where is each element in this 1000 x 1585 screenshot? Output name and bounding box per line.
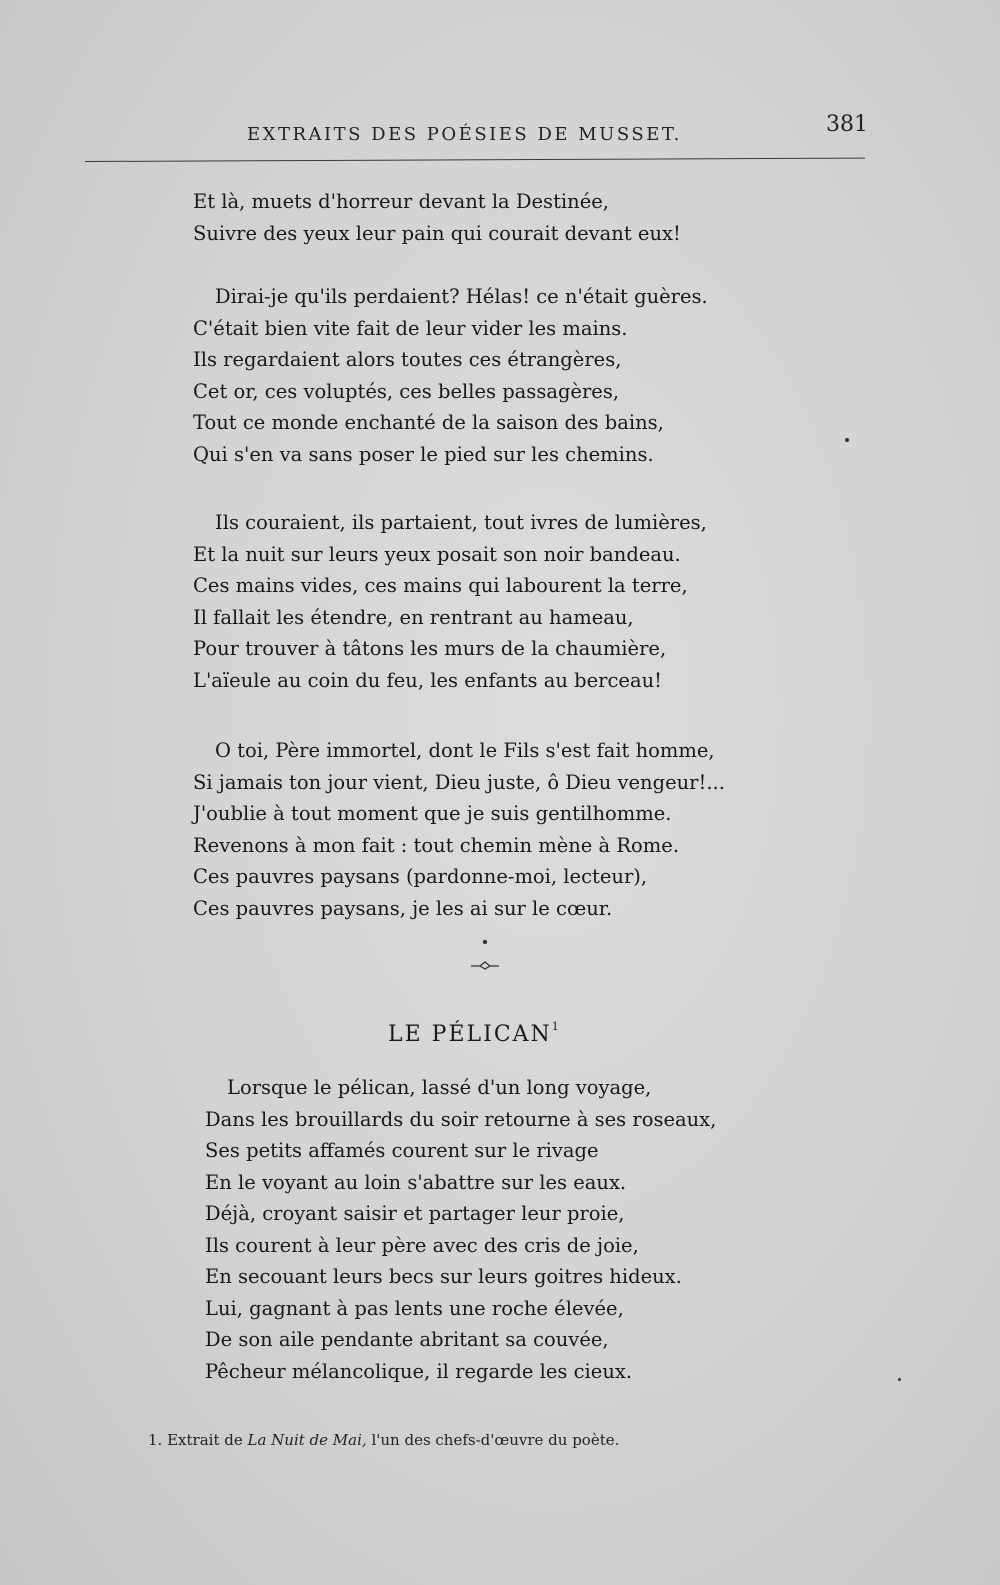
verse-line: Lui, gagnant à pas lents une roche élevée, [205,1296,624,1320]
verse-line: Ils regardaient alors toutes ces étrangères, [193,348,622,371]
verse-line: Ces mains vides, ces mains qui labourent la terre, [193,574,688,597]
verse-line: Tout ce monde enchanté de la saison des bains, [193,411,664,434]
footnote-work-title: La Nuit de Mai, [247,1431,367,1449]
stanza-3 [193,507,753,696]
verse-line: Qui s'en va sans poser le pied sur les chemins. [193,442,654,466]
footnote-suffix: l'un des chefs-d'œuvre du poète. [371,1431,620,1449]
section-title-text: LE PÉLICAN [388,1022,552,1047]
verse-line: Dirai-je qu'ils perdaient? Hélas! ce n'était guères. [215,285,708,308]
section-separator-icon [470,936,500,976]
verse-line: En secouant leurs becs sur leurs goitres hideux. [205,1265,682,1288]
verse-line: Pêcheur mélancolique, il regarde les cieux. [205,1359,633,1383]
verse-line: Et la nuit sur leurs yeux posait son noir bandeau. [193,542,681,566]
verse-line: Ils courent à leur père avec des cris de joie, [205,1233,639,1257]
verse-line: Ses petits affamés courent sur le rivage [205,1139,599,1162]
section-title [388,1022,561,1047]
verse-line: J'oublie à tout moment que je suis gentilhomme. [193,802,672,825]
verse-line: Déjà, croyant saisir et partager leur proie, [205,1202,625,1225]
verse-line: Ces pauvres paysans, je les ai sur le cœur. [193,896,613,920]
paper-speck [845,438,849,442]
stanza-5 [205,1072,765,1387]
verse-line: Cet or, ces voluptés, ces belles passagères, [193,379,620,403]
running-title: EXTRAITS DES POÉSIES DE MUSSET. [247,124,682,145]
verse-line: Ils couraient, ils partaient, tout ivres de lumières, [215,511,707,534]
verse-line: Ces pauvres paysans (pardonne-moi, lecteur), [193,865,648,888]
verse-line: Dans les brouillards du soir retourne à ses roseaux, [205,1107,717,1131]
verse-line: En le voyant au loin s'abattre sur les eaux. [205,1170,627,1194]
verse-line: Et là, muets d'horreur devant la Destinée, [193,190,609,213]
page-number: 381 [826,112,868,137]
stanza-2 [193,281,753,470]
verse-line: O toi, Père immortel, dont le Fils s'est fait homme, [215,739,715,762]
verse-line: Si jamais ton jour vient, Dieu juste, ô Dieu vengeur!... [193,770,725,794]
verse-line: De son aile pendante abritant sa couvée, [205,1328,609,1351]
footnote [148,1431,619,1449]
verse-line: Suivre des yeux leur pain qui courait devant eux! [193,221,681,245]
verse-line: L'aïeule au coin du feu, les enfants au berceau! [193,668,662,692]
verse-line: C'était bien vite fait de leur vider les mains. [193,316,628,340]
footnote-number: 1. [148,1431,163,1449]
stanza-1 [193,186,753,249]
stanza-4 [193,735,753,924]
page-header [85,112,868,162]
verse-line: Revenons à mon fait : tout chemin mène à Rome. [193,833,680,857]
verse-line: Il fallait les étendre, en rentrant au hameau, [193,605,634,629]
verse-line: Pour trouver à tâtons les murs de la chaumière, [193,637,667,660]
footnote-prefix: Extrait de [167,1431,243,1449]
footnote-marker: 1 [551,1020,561,1033]
verse-line: Lorsque le pélican, lassé d'un long voyage, [227,1076,652,1099]
paper-speck [898,1378,901,1381]
